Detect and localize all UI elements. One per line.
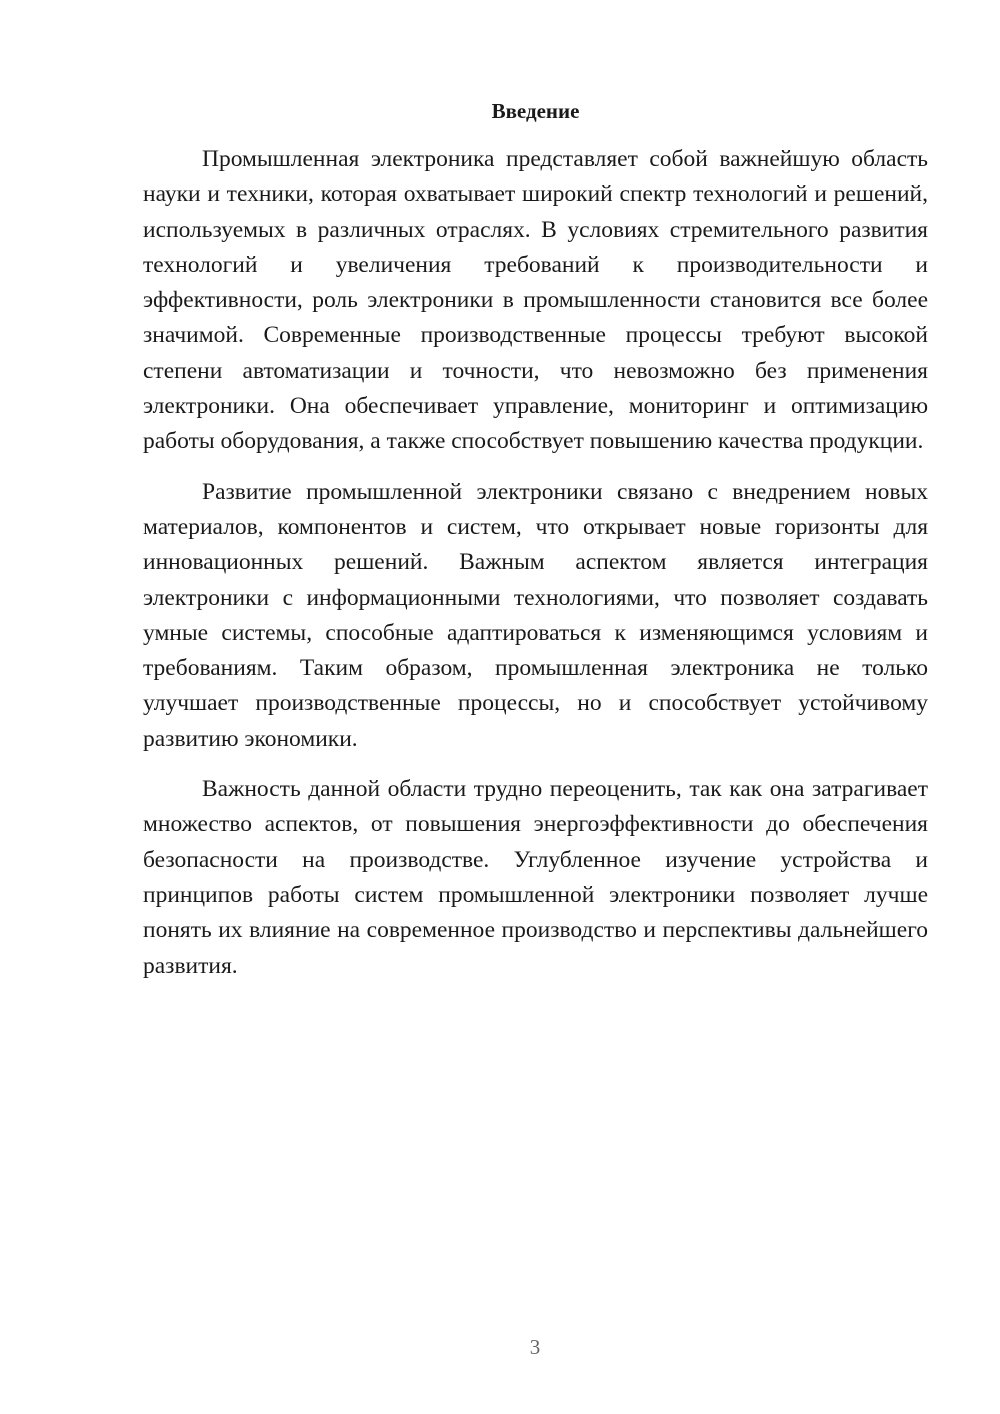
paragraph-3: Важность данной области трудно переоценить, так как она затрагивает множество аспектов, от повышения энергоэффективности до обеспечения безопасности на производстве. Углубленное изучение устройства и принципов работы систем промышленной электроники позволяет лучше понять их влияние на современное производство и перспективы дальнейшего развития. (143, 776, 928, 979)
page-number: 3 (529, 1335, 541, 1359)
section-heading: Введение (491, 99, 580, 123)
body-text (143, 142, 928, 984)
paragraph-1: Промышленная электроника представляет собой важнейшую область науки и техники, которая охватывает широкий спектр технологий и решений, используемых в различных отраслях. В условиях стремительного развития технологий и увеличения требований к производительности и эффективности, роль электроники в промышленности становится все более значимой. Современные производственные процессы требуют высокой степени автоматизации и точности, что невозможно без применения электроники. Она обеспечивает управление, мониторинг и оптимизацию работы оборудования, а также способствует повышению качества продукции. (143, 146, 928, 455)
paragraph-2: Развитие промышленной электроники связано с внедрением новых материалов, компонентов и систем, что открывает новые горизонты для инновационных решений. Важным аспектом является интеграция электроники с информационными технологиями, что позволяет создавать умные системы, способные адаптироваться к изменяющимся условиям и требованиям. Таким образом, промышленная электроника не только улучшает производственные процессы, но и способствует устойчивому развитию экономики. (143, 478, 928, 752)
